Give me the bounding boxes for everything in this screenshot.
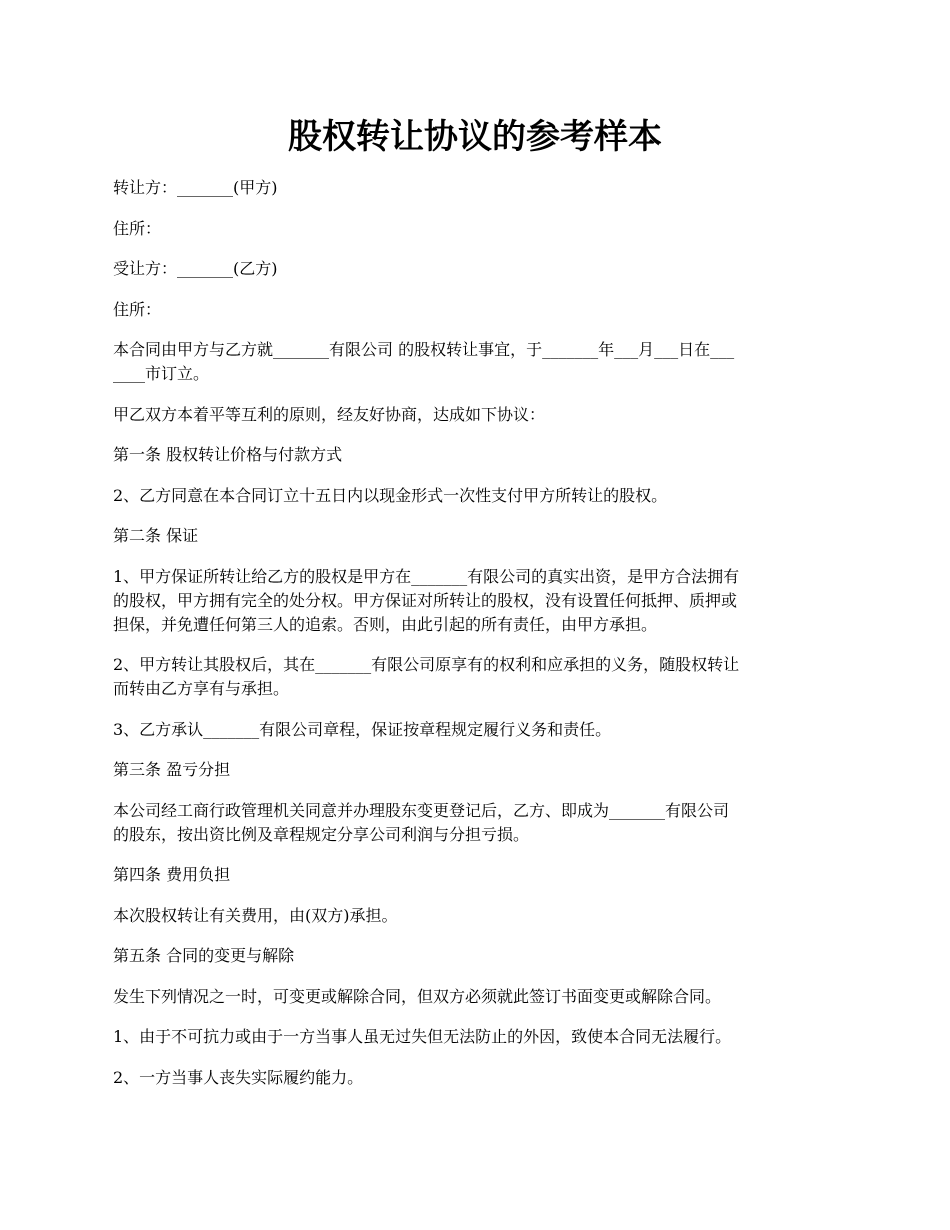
document-title: 股权转让协议的参考样本 bbox=[288, 117, 662, 157]
transferor-address-line: 住所： bbox=[113, 218, 162, 238]
article-5-intro: 发生下列情况之一时，可变更或解除合同，但双方必须就此签订书面变更或解除合同。 bbox=[113, 986, 722, 1006]
contract-intro-paragraph: 本合同由甲方与乙方就_______有限公司 的股权转让事宜，于_______年___月___日在___ ____市订立。 bbox=[113, 340, 735, 383]
article-2-clause-2: 2、甲方转让其股权后，其在_______有限公司原享有的权利和应承担的义务，随股权转让 而转由乙方享有与承担。 bbox=[113, 655, 740, 698]
transferor-line: 转让方：_______(甲方) bbox=[113, 178, 278, 197]
article-1-heading: 第一条 股权转让价格与付款方式 bbox=[113, 445, 343, 464]
article-5-clause-2: 2、一方当事人丧失实际履约能力。 bbox=[113, 1067, 364, 1087]
article-5-clause-1: 1、由于不可抗力或由于一方当事人虽无过失但无法防止的外因，致使本合同无法履行。 bbox=[113, 1027, 732, 1046]
article-5-heading: 第五条 合同的变更与解除 bbox=[113, 946, 295, 965]
article-3-body: 本公司经工商行政管理机关同意并办理股东变更登记后，乙方、即成为_______有限公司 的股东，按出资比例及章程规定分享公司利润与分担亏损。 bbox=[113, 800, 730, 844]
transferee-address-line: 住所： bbox=[113, 299, 162, 319]
article-4-heading: 第四条 费用负担 bbox=[113, 865, 231, 884]
article-1-clause-2: 2、乙方同意在本合同订立十五日内以现金形式一次性支付甲方所转让的股权。 bbox=[113, 485, 668, 505]
transferee-line: 受让方：_______(乙方) bbox=[113, 259, 278, 278]
agreement-principle-paragraph: 甲乙双方本着平等互利的原则，经友好协商，达成如下协议： bbox=[113, 404, 546, 424]
article-2-clause-1: 1、甲方保证所转让给乙方的股权是甲方在_______有限公司的真实出资，是甲方合法拥有 的股权，甲方拥有完全的处分权。甲方保证对所转让的股权，没有设置任何抵押、质押或 担保，并免遭任何第三人的追索。否则，由此引起的所有责任，由甲方承担。 bbox=[113, 566, 740, 634]
article-4-body: 本次股权转让有关费用，由(双方)承担。 bbox=[113, 905, 398, 925]
article-2-clause-3: 3、乙方承认_______有限公司章程，保证按章程规定履行义务和责任。 bbox=[113, 719, 612, 739]
article-3-heading: 第三条 盈亏分担 bbox=[113, 760, 231, 779]
article-2-heading: 第二条 保证 bbox=[113, 526, 199, 545]
document-body bbox=[113, 176, 840, 1106]
